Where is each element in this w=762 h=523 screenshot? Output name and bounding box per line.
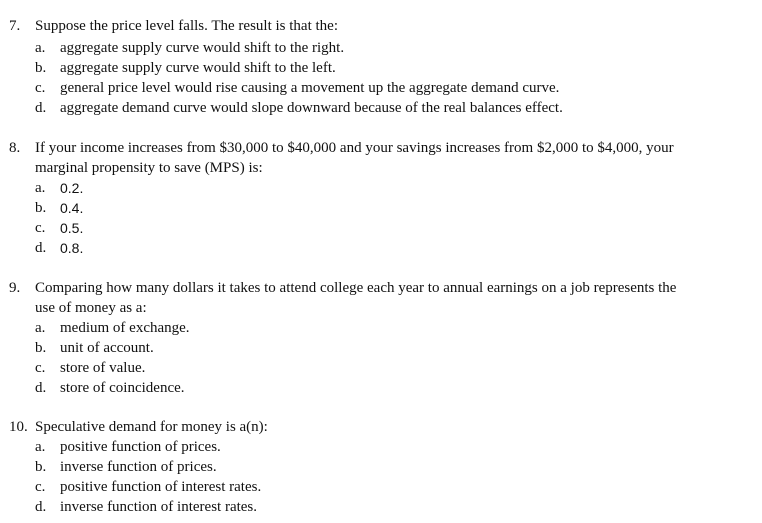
stem-line: Suppose the price level falls. The result is that the:: [35, 18, 338, 34]
option-text: aggregate demand curve would slope downward because of the real balances effect.: [60, 100, 563, 116]
stem-line: If your income increases from $30,000 to $40,000 and your savings increases from $2,000 to $4,000, your: [35, 140, 674, 156]
stem-line: Speculative demand for money is a(n):: [35, 419, 268, 435]
question-stem: [35, 279, 735, 319]
option-text: 0.2.: [60, 180, 84, 196]
option-text: aggregate supply curve would shift to the left.: [60, 60, 336, 76]
option-text: medium of exchange.: [60, 320, 190, 336]
option-letter: d.: [35, 380, 47, 396]
option-text: store of coincidence.: [60, 380, 185, 396]
question-number: 9.: [9, 280, 21, 296]
option-letter: a.: [35, 320, 46, 336]
option-text: unit of account.: [60, 340, 154, 356]
option-letter: c.: [35, 360, 46, 376]
stem-line: Comparing how many dollars it takes to attend college each year to annual earnings on a job represents the: [35, 280, 677, 296]
option-letter: b.: [35, 200, 47, 216]
option-text: aggregate supply curve would shift to the right.: [60, 40, 345, 56]
option-text: positive function of prices.: [60, 439, 221, 455]
option-text: 0.8.: [60, 240, 84, 256]
question-stem: [35, 418, 735, 438]
option-letter: d.: [35, 100, 47, 116]
option-letter: d.: [35, 499, 47, 515]
question-number: 8.: [9, 140, 21, 156]
option-letter: c.: [35, 479, 46, 495]
stem-line: marginal propensity to save (MPS) is:: [35, 160, 263, 176]
option-letter: c.: [35, 220, 46, 236]
option-letter: a.: [35, 439, 46, 455]
option-letter: d.: [35, 240, 47, 256]
option-letter: b.: [35, 459, 47, 475]
question-number: 10.: [9, 419, 28, 435]
question-number: 7.: [9, 18, 21, 34]
question-stem: [35, 17, 735, 37]
option-text: positive function of interest rates.: [60, 479, 262, 495]
option-letter: a.: [35, 40, 46, 56]
stem-line: use of money as a:: [35, 300, 147, 316]
option-text: inverse function of prices.: [60, 459, 217, 475]
option-text: 0.5.: [60, 220, 84, 236]
option-text: store of value.: [60, 360, 146, 376]
option-letter: b.: [35, 340, 47, 356]
option-letter: c.: [35, 80, 46, 96]
option-text: 0.4.: [60, 200, 84, 216]
option-letter: b.: [35, 60, 47, 76]
option-text: general price level would rise causing a movement up the aggregate demand curve.: [60, 80, 560, 96]
option-letter: a.: [35, 180, 46, 196]
question-stem: [35, 139, 735, 179]
option-text: inverse function of interest rates.: [60, 499, 258, 515]
